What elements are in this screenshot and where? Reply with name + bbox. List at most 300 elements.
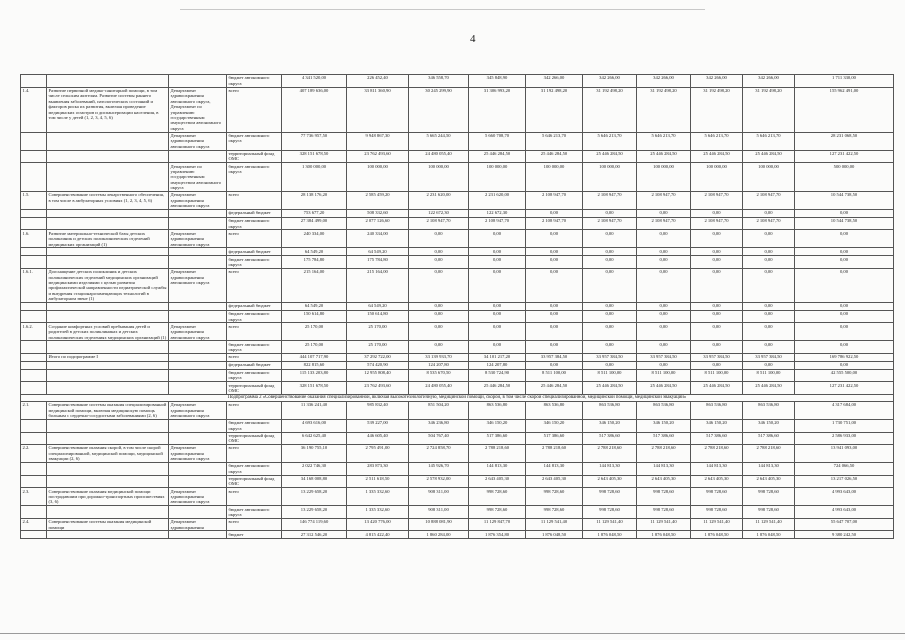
row-value: 5 660 708,70	[469, 132, 526, 150]
row-title	[47, 475, 169, 488]
row-value: 146 774 119,60	[282, 518, 347, 531]
row-code	[21, 475, 47, 488]
row-value: 13 941 093,00	[795, 445, 894, 463]
row-value: 100 000,00	[637, 163, 691, 192]
row-value: 33 139 933,70	[409, 353, 469, 361]
row-value: 24 480 055,40	[409, 382, 469, 395]
row-value: 2 108 947,70	[526, 217, 583, 230]
row-value: 24 480 055,40	[409, 150, 469, 163]
row-value: 0,00	[691, 341, 743, 354]
row-value: 0,00	[469, 268, 526, 302]
row-value: 0,00	[691, 361, 743, 369]
row-value: 2 108 947,70	[637, 192, 691, 210]
row-value: 64 549,20	[347, 248, 409, 256]
row-value: 851 504,20	[409, 401, 469, 419]
row-funding-source: бюджет автономного округа	[227, 132, 282, 150]
row-value: 10 544 738,50	[795, 217, 894, 230]
row-value: 100 000,00	[583, 163, 637, 192]
row-value: 0,00	[469, 230, 526, 248]
table-row	[21, 419, 894, 432]
row-title	[47, 419, 169, 432]
row-value: 33 957 384,50	[637, 353, 691, 361]
row-value: 25 446 284,50	[583, 150, 637, 163]
row-value: 0,00	[637, 310, 691, 323]
row-value: 2 643 405,30	[743, 475, 795, 488]
table-row	[21, 192, 894, 210]
row-value: 0,00	[583, 310, 637, 323]
table-row	[21, 488, 894, 506]
row-value: 517 386,60	[583, 432, 637, 445]
row-title	[47, 256, 169, 269]
row-code	[21, 248, 47, 256]
row-value: 31 306 993,20	[469, 87, 526, 132]
row-value: 0,00	[409, 230, 469, 248]
row-value: 2 795 491,00	[347, 445, 409, 463]
row-value: 215 164,00	[282, 268, 347, 302]
row-title: Итого по подпрограмме I	[47, 353, 169, 361]
row-value: 6 642 625,40	[282, 432, 347, 445]
row-value: 0,00	[691, 248, 743, 256]
row-code	[21, 150, 47, 163]
row-value: 25 170,00	[347, 341, 409, 354]
table-row	[21, 341, 894, 354]
row-value: 0,00	[637, 230, 691, 248]
row-value: 342 266,00	[743, 75, 795, 88]
row-value: 100 000,00	[691, 163, 743, 192]
row-title	[47, 150, 169, 163]
row-value: 115 133 203,80	[282, 369, 347, 382]
row-value: 0,00	[637, 303, 691, 311]
row-code	[21, 341, 47, 354]
table-row	[21, 303, 894, 311]
row-value: 64 549,20	[282, 248, 347, 256]
row-funding-source: федеральный бюджет	[227, 303, 282, 311]
row-value: 0,00	[743, 310, 795, 323]
row-value: 2 788 218,60	[691, 445, 743, 463]
row-value: 508 332,60	[347, 210, 409, 218]
row-code	[21, 75, 47, 88]
row-value: 998 728,60	[583, 488, 637, 506]
row-value: 0,00	[526, 303, 583, 311]
row-value: 2 788 218,60	[637, 445, 691, 463]
row-value: 5 646 213,70	[691, 132, 743, 150]
row-value: 446 605,40	[347, 432, 409, 445]
row-value: 25 446 284,50	[637, 150, 691, 163]
row-value: 2 108 947,70	[743, 192, 795, 210]
row-executor	[169, 463, 227, 476]
row-value: 28 138 176,20	[282, 192, 347, 210]
row-value: 998 728,60	[526, 488, 583, 506]
row-value: 0,00	[469, 323, 526, 341]
row-value: 5 665 244,50	[409, 132, 469, 150]
row-value: 1 730 751,00	[795, 419, 894, 432]
row-title	[47, 310, 169, 323]
row-value: 2 108 947,70	[583, 217, 637, 230]
table-row	[21, 310, 894, 323]
row-code: 1.4.	[21, 87, 47, 132]
row-value: 517 386,60	[637, 432, 691, 445]
row-value: 144 813,30	[743, 463, 795, 476]
row-value: 346 150,20	[526, 419, 583, 432]
row-funding-source: бюджет автономного округа	[227, 369, 282, 382]
row-value: 9 948 867,30	[347, 132, 409, 150]
row-funding-source: федеральный бюджет	[227, 361, 282, 369]
table-row	[21, 531, 894, 539]
row-value: 25 170,00	[347, 323, 409, 341]
budget-table-wrap	[20, 74, 893, 539]
row-value: 0,00	[409, 268, 469, 302]
row-code	[21, 419, 47, 432]
row-value: 0,00	[743, 248, 795, 256]
table-row	[21, 382, 894, 395]
row-value: 0,00	[583, 230, 637, 248]
row-code	[21, 256, 47, 269]
row-value: 34 101 217,20	[469, 353, 526, 361]
row-code: 1.6.2.	[21, 323, 47, 341]
row-value: 25 170,00	[282, 341, 347, 354]
row-code	[21, 382, 47, 395]
row-title: Дооснащение детских поликлиник и детских поликлинических отделений медицинских организаций медицинскими изделиями с целью развития профилактической направленности педиатрической службы и внедрения стационарозамещающих технологий в амбулаторном звене (1)	[48, 269, 167, 302]
row-value: 2 643 405,30	[637, 475, 691, 488]
row-value: 2 788 218,60	[583, 445, 637, 463]
row-value: 25 446 284,50	[743, 382, 795, 395]
row-value: 4 341 520,00	[282, 75, 347, 88]
row-value: 0,00	[795, 310, 894, 323]
row-value: 42 555 500,00	[795, 369, 894, 382]
row-value: 346 150,20	[583, 419, 637, 432]
row-value: 25 446 284,50	[526, 150, 583, 163]
row-value: 0,00	[795, 361, 894, 369]
row-funding-source: бюджет автономного округа	[227, 419, 282, 432]
row-value: 2 643 405,30	[526, 475, 583, 488]
row-value: 863 536,80	[637, 401, 691, 419]
row-code	[21, 163, 47, 192]
row-value: 1 711 330,00	[795, 75, 894, 88]
row-code: 1.6.	[21, 230, 47, 248]
row-executor: Департамент здравоохранения автономного округа	[169, 323, 227, 341]
row-value: 37 292 722,00	[347, 353, 409, 361]
row-value: 0,00	[526, 341, 583, 354]
row-value: 0,00	[583, 341, 637, 354]
table-row	[21, 518, 894, 531]
row-funding-source: территориальный фонд ОМС	[227, 475, 282, 488]
row-funding-source: территориальный фонд ОМС	[227, 150, 282, 163]
row-value: 863 536,80	[743, 401, 795, 419]
table-row	[21, 210, 894, 218]
row-value: 342 266,00	[637, 75, 691, 88]
row-value: 998 728,60	[691, 488, 743, 506]
row-value: 2 724 858,70	[409, 445, 469, 463]
row-code: 1.6.1.	[21, 268, 47, 302]
row-value: 0,00	[409, 323, 469, 341]
row-funding-source: бюджет автономного округа	[227, 256, 282, 269]
row-executor	[169, 369, 227, 382]
row-value: 908 311,00	[409, 488, 469, 506]
row-value: 25 446 284,50	[691, 382, 743, 395]
row-value: 998 728,60	[469, 506, 526, 519]
row-executor	[169, 150, 227, 163]
row-value: 1 300 000,00	[282, 163, 347, 192]
row-value: 346 558,70	[409, 75, 469, 88]
row-executor: Департамент здравоохранения автономного округа, Департамент по управлению государственным имуществом автономного округа	[169, 87, 227, 132]
row-value: 100 000,00	[347, 163, 409, 192]
row-code	[21, 310, 47, 323]
row-value: 100 000,00	[743, 163, 795, 192]
row-value: 25 446 284,50	[637, 382, 691, 395]
row-value: 12 955 808,40	[347, 369, 409, 382]
table-row	[21, 150, 894, 163]
row-value: 517 386,60	[469, 432, 526, 445]
row-title	[47, 369, 169, 382]
row-executor	[169, 353, 227, 361]
row-value: 155 962 491,00	[795, 87, 894, 132]
row-value: 0,00	[743, 323, 795, 341]
row-value: 1 876 048,50	[526, 531, 583, 539]
table-row	[21, 401, 894, 419]
row-executor	[169, 210, 227, 218]
row-value: 4 993 643,00	[795, 506, 894, 519]
row-value: 13 217 026,50	[795, 475, 894, 488]
row-title: Совершенствование системы оказания специализированной медицинской помощи, включая медицинскую помощь больным с сердечно-сосудистыми заболеваниями (2, 6)	[47, 401, 169, 419]
row-value: 8 511 100,00	[526, 369, 583, 382]
row-executor	[169, 361, 227, 369]
row-executor	[169, 432, 227, 445]
row-value: 8 511 100,00	[637, 369, 691, 382]
row-funding-source: всего	[227, 488, 282, 506]
row-value: 0,00	[743, 303, 795, 311]
row-value: 31 192 498,20	[743, 87, 795, 132]
row-value: 328 151 678,50	[282, 150, 347, 163]
row-value: 0,00	[583, 323, 637, 341]
row-value: 8 511 100,00	[583, 369, 637, 382]
row-value: 0,00	[743, 230, 795, 248]
row-executor	[169, 217, 227, 230]
row-value: 342 266,00	[691, 75, 743, 88]
row-code	[21, 361, 47, 369]
row-value: 500 000,00	[795, 163, 894, 192]
row-value: 2 108 947,70	[409, 217, 469, 230]
row-value: 0,00	[409, 303, 469, 311]
row-value: 0,00	[583, 303, 637, 311]
row-value: 11 129 541,40	[691, 518, 743, 531]
row-value: 2 108 947,70	[526, 192, 583, 210]
row-value: 0,00	[691, 323, 743, 341]
row-value: 13 229 658,20	[282, 506, 347, 519]
row-title	[47, 506, 169, 519]
row-value: 985 832,40	[347, 401, 409, 419]
row-value: 0,00	[583, 256, 637, 269]
row-value: 346 150,20	[469, 419, 526, 432]
row-value: 25 446 284,50	[526, 382, 583, 395]
table-row	[21, 463, 894, 476]
row-value: 122 672,30	[469, 210, 526, 218]
row-code	[21, 132, 47, 150]
row-funding-source: территориальный фонд ОМС	[227, 432, 282, 445]
row-title	[47, 132, 169, 150]
row-title	[47, 248, 169, 256]
row-value: 0,00	[583, 248, 637, 256]
row-code: 1.5.	[21, 192, 47, 210]
row-funding-source: всего	[227, 518, 282, 531]
row-executor	[169, 75, 227, 88]
table-row	[21, 323, 894, 341]
row-funding-source: бюджет автономного округа	[227, 341, 282, 354]
row-value: 1 335 332,60	[347, 506, 409, 519]
row-funding-source: федеральный бюджет	[227, 248, 282, 256]
row-value: 2 231 620,00	[409, 192, 469, 210]
row-value: 2 643 405,30	[583, 475, 637, 488]
row-value: 998 728,60	[691, 506, 743, 519]
row-value: 127 231 422,50	[795, 382, 894, 395]
row-value: 2 022 746,30	[282, 463, 347, 476]
row-title: Развитие первичной медико-санитарной помощи, в том числе сельским жителям. Развитие системы раннего выявления заболеваний, патологических состояний и факторов риска их развития, включая проведение медицинских осмотров и диспансеризации населения, в том числе у детей (1, 2, 3, 4, 5, 6)	[47, 87, 169, 132]
row-value: 2 788 218,60	[743, 445, 795, 463]
row-executor: Департамент здравоохранения автономного округа	[169, 268, 227, 302]
row-value: 0,00	[409, 248, 469, 256]
row-funding-source: федеральный бюджет	[227, 210, 282, 218]
row-value: 31 192 498,20	[583, 87, 637, 132]
row-value: 863 536,80	[469, 401, 526, 419]
row-value: 0,00	[743, 361, 795, 369]
row-executor	[169, 248, 227, 256]
row-value: 998 728,60	[743, 488, 795, 506]
row-value: 998 728,60	[637, 488, 691, 506]
row-value: 0,00	[743, 210, 795, 218]
row-value: 8 511 100,00	[743, 369, 795, 382]
row-value: 998 728,60	[469, 488, 526, 506]
table-row	[21, 87, 894, 132]
row-value: 1 876 048,50	[691, 531, 743, 539]
row-value: 0,00	[637, 256, 691, 269]
row-code	[21, 369, 47, 382]
row-code	[21, 217, 47, 230]
row-value: 0,00	[469, 303, 526, 311]
row-value: 822 815,60	[282, 361, 347, 369]
row-value: 0,00	[526, 268, 583, 302]
row-value: 33 957 384,50	[743, 353, 795, 361]
row-code: 2.2.	[21, 445, 47, 463]
row-value: 2 231 620,00	[469, 192, 526, 210]
row-value: 10 888 081,90	[409, 518, 469, 531]
row-value: 55 647 707,00	[795, 518, 894, 531]
row-value: 2 077 126,60	[347, 217, 409, 230]
row-value: 25 446 284,50	[691, 150, 743, 163]
table-row	[21, 445, 894, 463]
row-value: 0,00	[409, 310, 469, 323]
row-value: 0,00	[526, 210, 583, 218]
row-value: 2 643 405,30	[469, 475, 526, 488]
row-value: 283 873,30	[347, 463, 409, 476]
row-funding-source: бюджет автономного округа	[227, 506, 282, 519]
row-value: 100 000,00	[526, 163, 583, 192]
row-value: 574 420,90	[347, 361, 409, 369]
row-value: 23 762 493,60	[347, 382, 409, 395]
row-executor: Департамент здравоохранения автономного округа	[169, 192, 227, 210]
row-title	[47, 303, 169, 311]
row-value: 0,00	[795, 268, 894, 302]
row-title	[47, 432, 169, 445]
row-value: 144 813,30	[469, 463, 526, 476]
row-title	[47, 531, 169, 539]
row-value: 10 544 738,50	[795, 192, 894, 210]
table-row	[21, 506, 894, 519]
row-executor	[169, 303, 227, 311]
row-value: 124 207,80	[469, 361, 526, 369]
row-funding-source: всего	[227, 353, 282, 361]
row-value: 0,00	[469, 256, 526, 269]
row-value: 2 108 947,70	[583, 192, 637, 210]
row-value: 2 108 947,70	[691, 217, 743, 230]
row-value: 998 728,60	[637, 506, 691, 519]
subprogram-header-row	[21, 394, 894, 401]
row-value: 31 192 498,20	[691, 87, 743, 132]
row-value: 2 788 218,60	[469, 445, 526, 463]
row-value: 1 876 354,80	[469, 531, 526, 539]
row-value: 346 150,20	[691, 419, 743, 432]
table-row	[21, 248, 894, 256]
row-value: 504 767,40	[409, 432, 469, 445]
row-value: 5 646 213,70	[583, 132, 637, 150]
row-value: 33 957 384,50	[583, 353, 637, 361]
row-value: 0,00	[526, 361, 583, 369]
row-value: 240 334,00	[282, 230, 347, 248]
row-value: 724 066,50	[795, 463, 894, 476]
row-executor	[169, 256, 227, 269]
table-row	[21, 132, 894, 150]
row-value: 27 312 546,20	[282, 531, 347, 539]
row-value: 2 108 947,70	[691, 192, 743, 210]
row-code: 2.4.	[21, 518, 47, 531]
row-title: Совершенствование оказания медицинской помощи пострадавшим при дорожно-транспортных происшествиях (3, 6)	[47, 488, 169, 506]
row-value: 144 813,30	[637, 463, 691, 476]
row-value: 1 876 048,50	[637, 531, 691, 539]
row-title	[47, 217, 169, 230]
row-value: 2 108 947,70	[637, 217, 691, 230]
row-value: 1 876 048,50	[743, 531, 795, 539]
row-funding-source: всего	[227, 323, 282, 341]
row-code	[21, 432, 47, 445]
row-value: 2 643 405,30	[691, 475, 743, 488]
row-value: 169 786 922,50	[795, 353, 894, 361]
row-funding-source: бюджет	[227, 531, 282, 539]
row-value: 175 784,80	[347, 256, 409, 269]
table-row	[21, 230, 894, 248]
row-value: 998 728,60	[526, 506, 583, 519]
row-value: 998 728,60	[583, 506, 637, 519]
row-code: 2.1.	[21, 401, 47, 419]
row-funding-source: бюджет автономного округа	[227, 463, 282, 476]
table-row	[21, 475, 894, 488]
row-value: 345 848,90	[469, 75, 526, 88]
row-value: 1 860 284,00	[409, 531, 469, 539]
row-value: 240 334,00	[347, 230, 409, 248]
row-value: 0,00	[743, 341, 795, 354]
row-value: 328 151 678,50	[282, 382, 347, 395]
row-title	[47, 463, 169, 476]
row-value: 144 813,30	[526, 463, 583, 476]
row-value: 31 192 498,20	[637, 87, 691, 132]
row-value: 0,00	[583, 210, 637, 218]
table-row	[21, 75, 894, 88]
row-code: 2.3.	[21, 488, 47, 506]
row-executor	[169, 382, 227, 395]
row-value: 124 207,80	[409, 361, 469, 369]
row-funding-source: бюджет автономного округа	[227, 217, 282, 230]
row-value: 8 530 724,90	[469, 369, 526, 382]
row-value: 13 229 658,20	[282, 488, 347, 506]
row-value: 0,00	[795, 230, 894, 248]
row-value: 0,00	[469, 248, 526, 256]
